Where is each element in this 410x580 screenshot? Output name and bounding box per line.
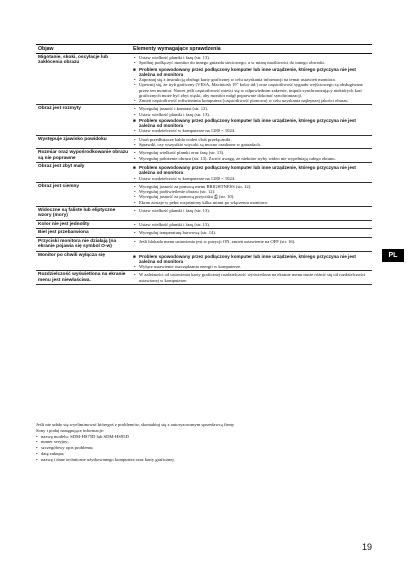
check-item: • Ustaw rozdzielczość w komputerze na 1280 × 1024. [133,176,370,181]
table-row [36,105,372,135]
table-body [36,54,372,285]
check-item: • Ustaw wielkość plamki i fazę (str. 13). [133,222,370,227]
table-row [36,135,372,149]
check-item: • Upewnij się, że tryb graficzny (VESA, Macintosh 19" kolor itd.) oraz częstotliwość sygnału wejściowego są obsługiwane przez ten monitor. Nawet jeśli częstotliwość mieści się w odpowiednim zakresie, impuls synchronizujący niektórych kart graficznych może być zbyt wąski, aby monitor mógł poprawnie dokonać synchronizacji. [133,82,370,98]
check-item: • Wyreguluj położenie obrazu (str. 13). Zwróć uwagę, że niektóre tryby wideo nie wypełniają całego ekranu. [133,156,370,161]
check-item: • Spróbuj podłączyć monitor do innego gniazda sieciowego, a w miarę możliwości do innego obwodu. [133,60,370,65]
check-item: • Sprawdź, czy wszystkie wtyczki są mocno osadzone w gniazdach. [133,142,370,147]
language-tab: PL [382,249,404,262]
symptom-cell: Biel jest przebarwiona [36,229,131,237]
check-item: • Wyreguluj podświetlenie obrazu (str. 12). [133,189,370,194]
check-item: • W zależności od ustawienia karty graficznej rozdzielczość wyświetlona na ekranie menu może różnić się od rozdzielczości ustawionej w komputerze. [133,272,370,283]
check-item: • Wyreguluj jasność za pomocą przycisku ⎙ (str. 10). [133,194,370,199]
symptom-cell: Obraz jest zbyt mały [36,163,131,183]
check-item: • Zapoznaj się z instrukcją obsługi karty graficznej w celu uzyskania informacji na temat ustawień monitora. [133,77,370,82]
page-number: 19 [362,542,373,552]
symptom-cell: Widoczne są faliste lub eliptyczne wzory (mory) [36,207,131,221]
checks-cell [131,182,372,206]
cause-heading: ■ Problem spowodowany przez podłączony komputer lub inne urządzenie, którego przyczyna nie jest zależna od monitora [133,67,370,77]
check-item: • Zmień częstotliwość odświeżania komputera (częstotliwość pionowa) w celu uzyskania najlepszej jakości obrazu. [133,98,370,103]
checks-cell [131,163,372,183]
checks-cell [131,54,372,105]
table-row [36,220,372,228]
contact-info-list [36,434,236,463]
column-header-checks: Elementy wymagające sprawdzenia [131,45,372,54]
check-item: • Ustaw wielkość plamki i fazę (str. 13). [133,55,370,60]
checks-cell [131,207,372,221]
cause-heading: ■ Problem spowodowany przez podłączony komputer lub inne urządzenie, którego przyczyna nie jest zależna od monitora [133,165,370,175]
troubleshooting-table [36,44,372,285]
table-row [36,54,372,105]
contact-intro: Jeśli nie udało się wyeliminować któregoś z problemów, skontaktuj się z autoryzowanym sprzedawcą firmy Sony i podaj następujące informacje: [36,422,235,433]
check-item: • Ekran zostaje w pełni rozjaśniony kilka minut po włączeniu monitora. [133,200,370,205]
check-item: • Wyreguluj temperaturę barwową (str. 14). [133,230,370,235]
check-item: • Wyreguluj jasność za pomocą menu BRIGHTNESS (str. 12). [133,184,370,189]
check-item: • Jeśli blokada menu ustawienia jest w pozycji ON, zmień ustawienie na OFF (str. 16). [133,239,370,244]
contact-info-item: • szczegółowy opis problemu; [36,445,236,451]
check-item: • Ustaw wielkość plamki i fazę (str. 13). [133,112,370,117]
table-row [36,207,372,221]
checks-cell [131,237,372,251]
cause-heading: ■ Problem spowodowany przez podłączony komputer lub inne urządzenie, którego przyczyna nie jest zależna od monitora [133,254,370,264]
symptom-cell: Obraz jest ciemny [36,182,131,206]
contact-info-item: • nazwę modelu: SDM-HS75D lub SDM-HS95D [36,434,236,440]
check-item: • Wyłącz ustawienie oszczędzania energii w komputerze. [133,264,370,269]
table-row [36,237,372,251]
symptom-cell: Przyciski monitora nie działają (na ekranie pojawia się symbol O-ᴡ) [36,237,131,251]
checks-cell [131,135,372,149]
symptom-cell: Kolor nie jest jednolity [36,220,131,228]
symptom-cell: Rozdzielczość wyświetlona na ekranie menu jest niewłaściwa. [36,271,131,285]
cause-heading: ■ Problem spowodowany przez podłączony komputer lub inne urządzenie, którego przyczyna nie jest zależna od monitora [133,118,370,128]
contact-info-item: • datę zakupu; [36,451,236,457]
check-item: • Ustaw rozdzielczość w komputerze na 1280 × 1024. [133,128,370,133]
table-row [36,163,372,183]
symptom-cell: Obraz jest rozmyty [36,105,131,135]
symptom-cell: Monitor po chwili wyłącza się [36,251,131,271]
table-row [36,149,372,163]
contact-info-item: • nazwę i dane techniczne użytkowanego komputera oraz karty graficznej. [36,457,236,463]
checks-cell [131,105,372,135]
symptom-cell: Migotanie, skoki, oscylacje lub zakłócenia obrazu [36,54,131,105]
column-header-symptom: Objaw [36,45,131,54]
contact-info-item: • numer seryjny; [36,439,236,445]
table-row [36,271,372,285]
checks-cell [131,220,372,228]
check-item: • Ustaw wielkość plamki i fazę (str. 13). [133,208,370,213]
checks-cell [131,251,372,271]
checks-cell [131,149,372,163]
check-item: • Usuń przedłużacze kabla wideo i/lub przełączniki. [133,137,370,142]
contact-section [36,422,236,463]
symptom-cell: Występuje zjawisko powidoku [36,135,131,149]
checks-cell [131,271,372,285]
table-row [36,251,372,271]
table-row [36,182,372,206]
check-item: • Wyreguluj wielkość plamki oraz fazę (str. 13). [133,150,370,155]
symptom-cell: Rozmiar oraz wypośrodkowanie obrazu są nie poprawne [36,149,131,163]
table-header-row [36,45,372,54]
checks-cell [131,229,372,237]
table-row [36,229,372,237]
check-item: • Wyreguluj jasność i kontrast (str. 12). [133,106,370,111]
